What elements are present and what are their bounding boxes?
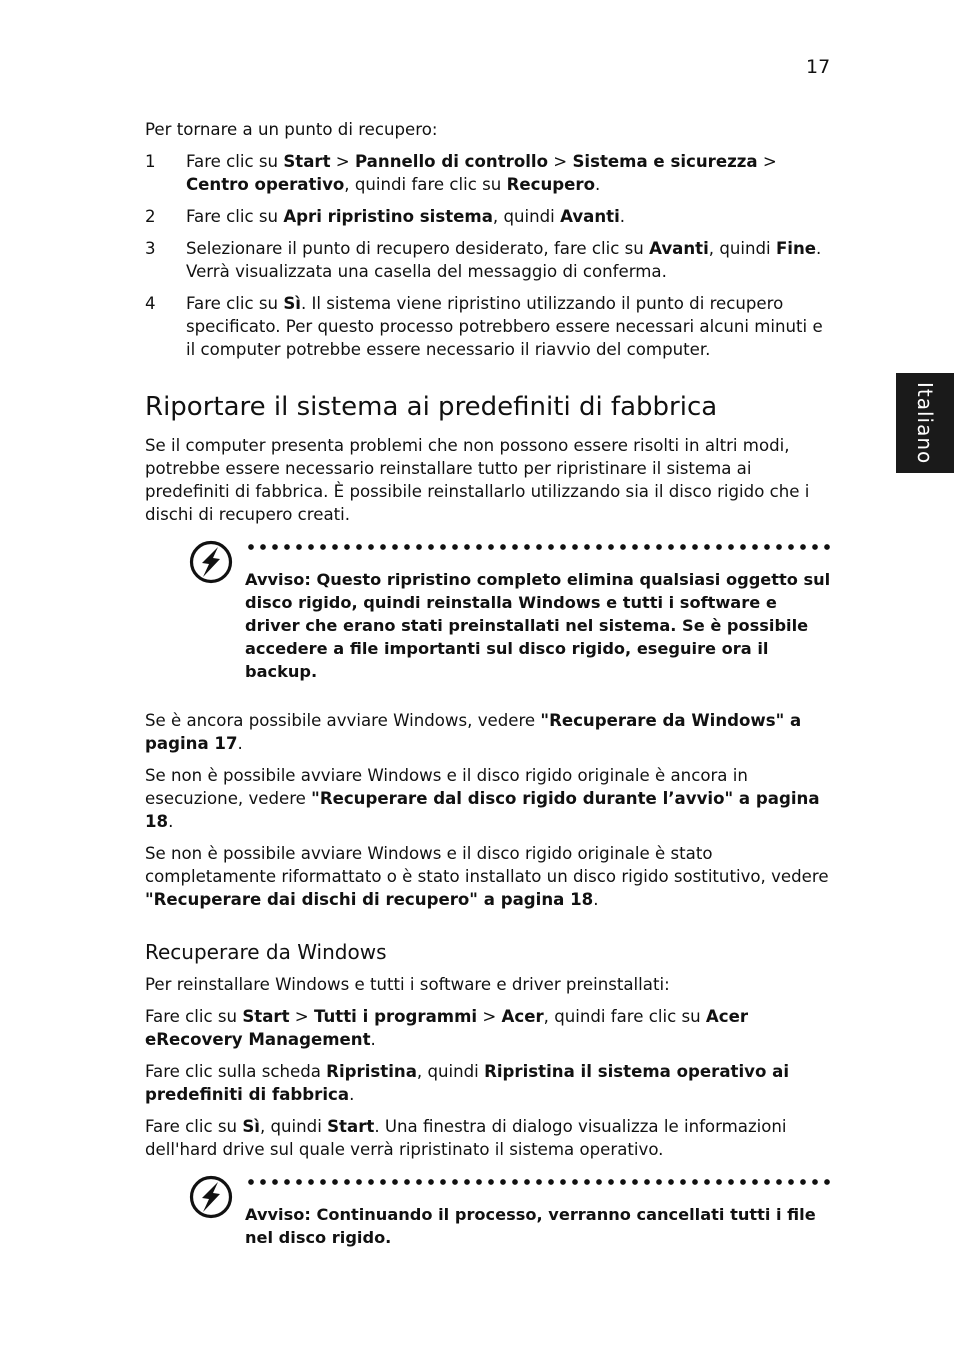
emphasis-text: Avanti <box>649 239 709 258</box>
paragraph: Fare clic su Sì, quindi Start. Una finestra di dialogo visualizza le informazioni dell'hard drive sul quale verrà ripristinato il sistema operativo. <box>145 1117 787 1159</box>
step-number: 2 <box>145 207 156 226</box>
paragraph: Fare clic sulla scheda Ripristina, quindi Ripristina il sistema operativo ai predefiniti di fabbrica. <box>145 1062 790 1104</box>
emphasis-text: Ripristina il sistema operativo ai predefiniti di fabbrica <box>145 1062 790 1104</box>
emphasis-text: Start <box>242 1007 290 1026</box>
intro-text: Per tornare a un punto di recupero: <box>145 120 438 139</box>
step-item <box>145 237 835 283</box>
step-item <box>145 292 835 361</box>
emphasis-text: Fine <box>775 239 817 258</box>
warning-text: Avviso: Questo ripristino completo elimina qualsiasi oggetto sul disco rigido, quindi reinstalla Windows e tutti i software e driver che erano stati preinstallati nel sistema. Se è possibile accedere a file importanti sul disco rigido, eseguire ora il backup. <box>245 570 831 681</box>
emphasis-text: Acer eRecovery Management <box>145 1007 749 1049</box>
emphasis-text: "Recuperare dai dischi di recupero" a pagina 18 <box>145 890 594 909</box>
step-text: Selezionare il punto di recupero desiderato, fare clic su Avanti, quindi Fine. Verrà visualizzata una casella del messaggio di conferma. <box>186 239 822 281</box>
section-heading: Riportare il sistema ai predefiniti di fabbrica <box>145 392 718 422</box>
warning-divider <box>245 1179 835 1185</box>
warning-text: Avviso: Continuando il processo, verranno cancellati tutti i file nel disco rigido. <box>245 1205 816 1247</box>
language-tab <box>896 373 954 473</box>
emphasis-text: Sì <box>283 294 301 313</box>
emphasis-text: Recupero <box>506 175 595 194</box>
step-text: Fare clic su Sì. Il sistema viene ripristino utilizzando il punto di recupero specificato. Per questo processo potrebbero essere necessari alcuni minuti e il computer potrebbe essere necessario il riavvio del computer. <box>186 294 823 359</box>
emphasis-text: Avanti <box>560 207 620 226</box>
emphasis-text: Tutti i programmi <box>313 1007 478 1026</box>
emphasis-text: Start <box>327 1117 375 1136</box>
paragraph: Per reinstallare Windows e tutti i software e driver preinstallati: <box>145 975 670 994</box>
language-tab-label: Italiano <box>913 381 937 465</box>
step-item <box>145 205 835 228</box>
warning-box <box>145 1179 835 1249</box>
emphasis-text: Centro operativo <box>186 175 345 194</box>
emphasis-text: "Recuperare dal disco rigido durante l’avvio" a pagina 18 <box>145 789 820 831</box>
emphasis-text: Ripristina <box>326 1062 417 1081</box>
steps-list <box>145 150 835 361</box>
paragraph: Se non è possibile avviare Windows e il disco rigido originale è ancora in esecuzione, vedere "Recuperare dal disco rigido durante l’avvio" a pagina 18. <box>145 766 820 831</box>
emphasis-text: Sì <box>242 1117 260 1136</box>
paragraph: Fare clic su Start > Tutti i programmi > Acer, quindi fare clic su Acer eRecovery Management. <box>145 1007 749 1049</box>
emphasis-text: Start <box>283 152 331 171</box>
warning-lightning-icon <box>189 540 233 584</box>
paragraph: Se è ancora possibile avviare Windows, vedere "Recuperare da Windows" a pagina 17. <box>145 711 802 753</box>
warning-lightning-icon <box>189 1175 233 1219</box>
emphasis-text: "Recuperare da Windows" a pagina 17 <box>145 711 802 753</box>
page-number: 17 <box>806 56 831 78</box>
emphasis-text: Apri ripristino sistema <box>283 207 493 226</box>
page-content <box>145 118 835 1275</box>
paragraph: Se non è possibile avviare Windows e il disco rigido originale è stato completamente riformattato o è stato installato un disco rigido sostitutivo, vedere "Recuperare dai dischi di recupero" a pagina 18. <box>145 844 829 909</box>
step-number: 3 <box>145 239 156 258</box>
warning-divider <box>245 544 835 550</box>
section-paragraph: Se il computer presenta problemi che non possono essere risolti in altri modi, potrebbe essere necessario reinstallare tutto per ripristinare il sistema ai predefiniti di fabbrica. È possibile reinstallarlo utilizzando sia il disco rigido che i dischi di recupero creati. <box>145 436 810 524</box>
emphasis-text: Acer <box>501 1007 544 1026</box>
step-text: Fare clic su Start > Pannello di controllo > Sistema e sicurezza > Centro operativo, quindi fare clic su Recupero. <box>186 152 777 194</box>
step-number: 1 <box>145 152 156 171</box>
step-item <box>145 150 835 196</box>
step-number: 4 <box>145 294 156 313</box>
step-text: Fare clic su Apri ripristino sistema, quindi Avanti. <box>186 207 626 226</box>
subsection-heading: Recuperare da Windows <box>145 940 387 964</box>
emphasis-text: Sistema e sicurezza <box>572 152 758 171</box>
warning-box <box>145 544 835 683</box>
emphasis-text: Pannello di controllo <box>354 152 549 171</box>
